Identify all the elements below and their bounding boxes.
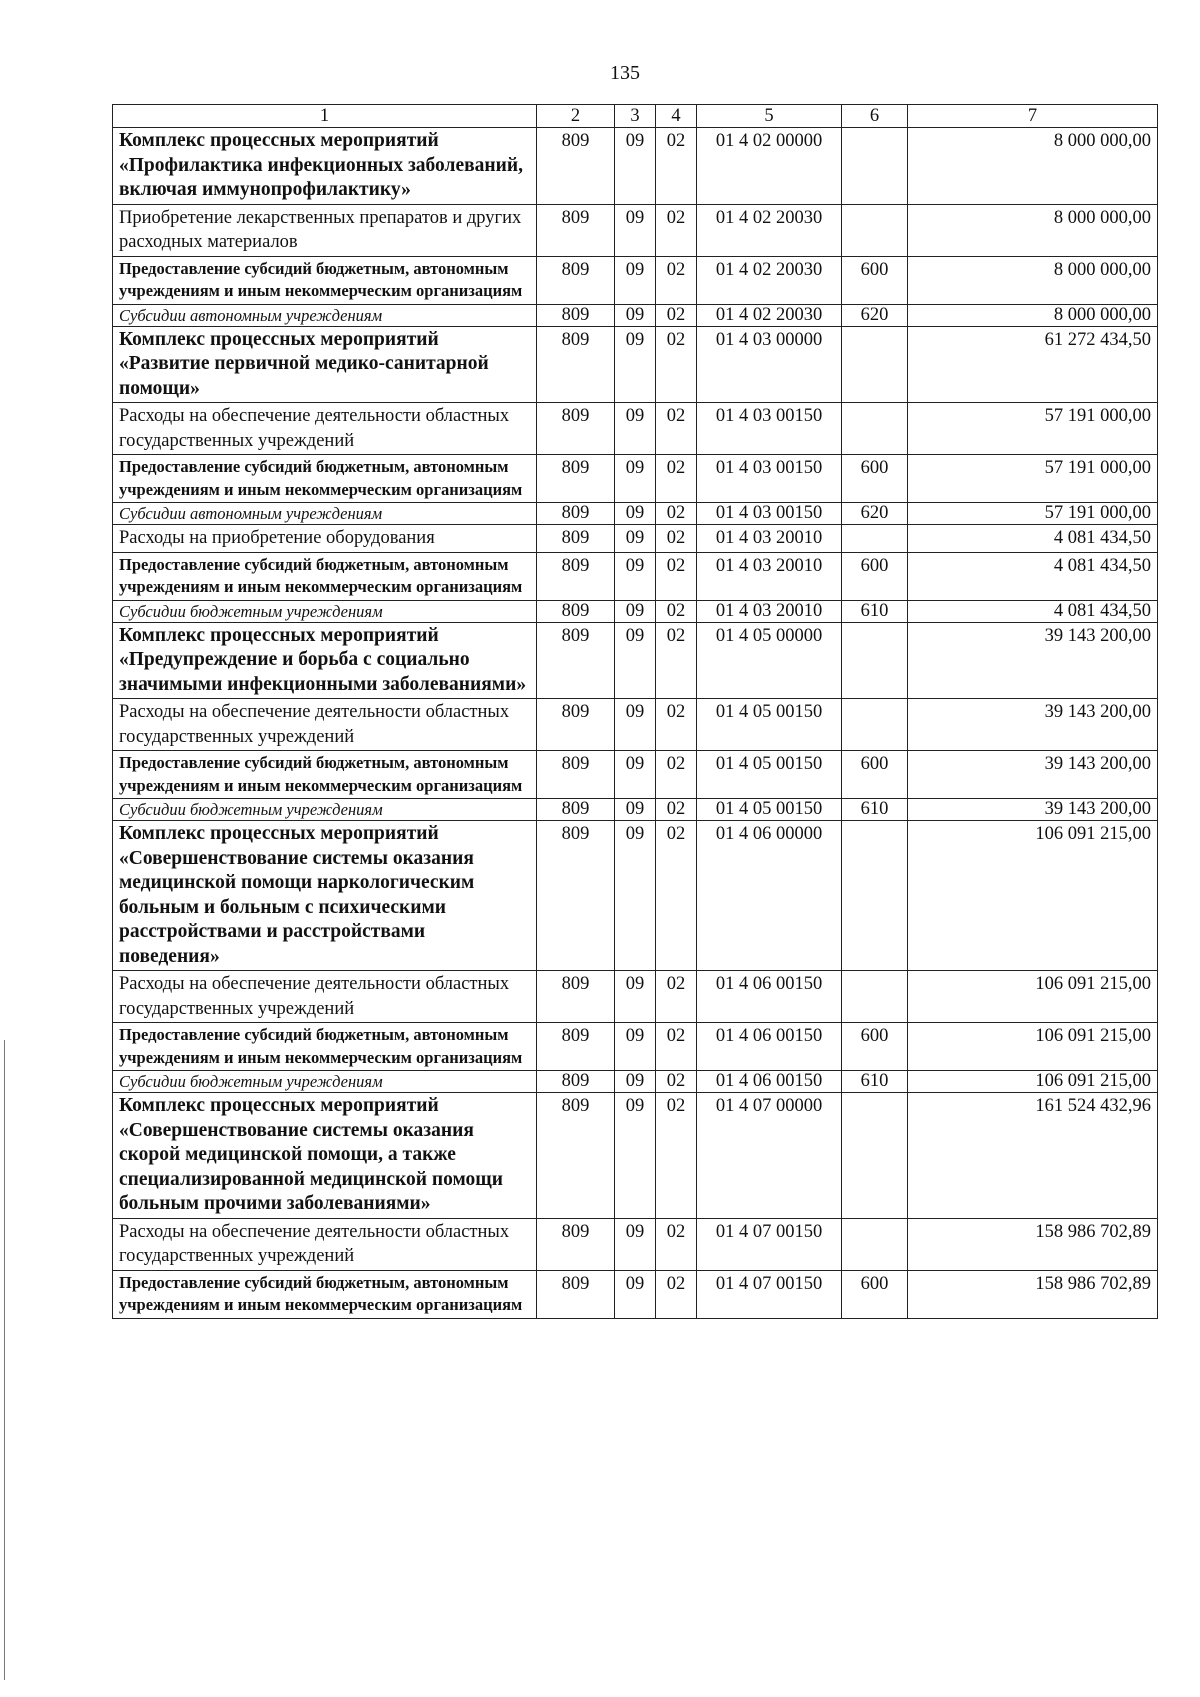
department-code-cell: 809 <box>537 326 615 403</box>
budget-table <box>112 104 1158 1319</box>
table-row <box>113 751 1158 799</box>
amount-cell: 39 143 200,00 <box>908 799 1158 821</box>
section-code-cell: 09 <box>615 799 656 821</box>
amount-cell: 158 986 702,89 <box>908 1218 1158 1270</box>
row-name-cell: Комплекс процессных мероприятий «Развитие первичной медико-санитарной помощи» <box>113 326 537 403</box>
section-code-cell: 09 <box>615 326 656 403</box>
expense-type-cell: 600 <box>842 1270 908 1318</box>
target-article-cell: 01 4 03 20010 <box>697 525 842 553</box>
section-code-cell: 09 <box>615 1093 656 1219</box>
expense-type-cell <box>842 622 908 699</box>
expense-type-cell <box>842 699 908 751</box>
table-row <box>113 256 1158 304</box>
expense-type-cell <box>842 821 908 971</box>
expense-type-cell: 600 <box>842 751 908 799</box>
target-article-cell: 01 4 05 00000 <box>697 622 842 699</box>
section-code-cell: 09 <box>615 403 656 455</box>
subsection-code-cell: 02 <box>656 1071 697 1093</box>
amount-cell: 106 091 215,00 <box>908 1023 1158 1071</box>
amount-cell: 106 091 215,00 <box>908 821 1158 971</box>
row-name-cell: Субсидии автономным учреждениям <box>113 304 537 326</box>
scan-edge-line <box>4 1040 5 1680</box>
section-code-cell: 09 <box>615 600 656 622</box>
department-code-cell: 809 <box>537 403 615 455</box>
target-article-cell: 01 4 05 00150 <box>697 799 842 821</box>
table-row <box>113 128 1158 205</box>
header-cell: 1 <box>113 105 537 128</box>
target-article-cell: 01 4 06 00150 <box>697 971 842 1023</box>
target-article-cell: 01 4 03 20010 <box>697 600 842 622</box>
subsection-code-cell: 02 <box>656 256 697 304</box>
amount-cell: 4 081 434,50 <box>908 552 1158 600</box>
table-row <box>113 403 1158 455</box>
expense-type-cell <box>842 525 908 553</box>
department-code-cell: 809 <box>537 699 615 751</box>
subsection-code-cell: 02 <box>656 799 697 821</box>
subsection-code-cell: 02 <box>656 455 697 503</box>
expense-type-cell <box>842 1218 908 1270</box>
expense-type-cell <box>842 128 908 205</box>
table-row <box>113 326 1158 403</box>
target-article-cell: 01 4 06 00150 <box>697 1071 842 1093</box>
section-code-cell: 09 <box>615 751 656 799</box>
row-name-cell: Комплекс процессных мероприятий «Предупреждение и борьба с социально значимыми инфекционными заболеваниями» <box>113 622 537 699</box>
expense-type-cell <box>842 1093 908 1219</box>
target-article-cell: 01 4 03 00150 <box>697 403 842 455</box>
section-code-cell: 09 <box>615 699 656 751</box>
target-article-cell: 01 4 03 00150 <box>697 503 842 525</box>
row-name-cell: Расходы на обеспечение деятельности областных государственных учреждений <box>113 1218 537 1270</box>
section-code-cell: 09 <box>615 1270 656 1318</box>
table-row <box>113 1023 1158 1071</box>
target-article-cell: 01 4 05 00150 <box>697 699 842 751</box>
expense-type-cell: 600 <box>842 455 908 503</box>
row-name-cell: Субсидии бюджетным учреждениям <box>113 799 537 821</box>
table-row <box>113 503 1158 525</box>
subsection-code-cell: 02 <box>656 304 697 326</box>
target-article-cell: 01 4 02 20030 <box>697 256 842 304</box>
target-article-cell: 01 4 07 00150 <box>697 1270 842 1318</box>
amount-cell: 57 191 000,00 <box>908 503 1158 525</box>
target-article-cell: 01 4 06 00150 <box>697 1023 842 1071</box>
target-article-cell: 01 4 03 00000 <box>697 326 842 403</box>
header-cell: 7 <box>908 105 1158 128</box>
table-row <box>113 799 1158 821</box>
amount-cell: 4 081 434,50 <box>908 600 1158 622</box>
department-code-cell: 809 <box>537 600 615 622</box>
section-code-cell: 09 <box>615 1218 656 1270</box>
table-row <box>113 455 1158 503</box>
table-row <box>113 971 1158 1023</box>
header-cell: 2 <box>537 105 615 128</box>
header-cell: 3 <box>615 105 656 128</box>
expense-type-cell: 620 <box>842 503 908 525</box>
amount-cell: 8 000 000,00 <box>908 256 1158 304</box>
expense-type-cell: 620 <box>842 304 908 326</box>
section-code-cell: 09 <box>615 204 656 256</box>
expense-type-cell: 600 <box>842 552 908 600</box>
expense-type-cell: 600 <box>842 1023 908 1071</box>
department-code-cell: 809 <box>537 799 615 821</box>
amount-cell: 57 191 000,00 <box>908 455 1158 503</box>
amount-cell: 8 000 000,00 <box>908 128 1158 205</box>
department-code-cell: 809 <box>537 622 615 699</box>
target-article-cell: 01 4 02 00000 <box>697 128 842 205</box>
row-name-cell: Комплекс процессных мероприятий «Профилактика инфекционных заболеваний, включая иммунопрофилактику» <box>113 128 537 205</box>
department-code-cell: 809 <box>537 1093 615 1219</box>
amount-cell: 39 143 200,00 <box>908 751 1158 799</box>
department-code-cell: 809 <box>537 304 615 326</box>
amount-cell: 57 191 000,00 <box>908 403 1158 455</box>
section-code-cell: 09 <box>615 455 656 503</box>
subsection-code-cell: 02 <box>656 821 697 971</box>
page-number: 135 <box>610 62 640 84</box>
amount-cell: 8 000 000,00 <box>908 204 1158 256</box>
amount-cell: 8 000 000,00 <box>908 304 1158 326</box>
subsection-code-cell: 02 <box>656 1023 697 1071</box>
section-code-cell: 09 <box>615 503 656 525</box>
amount-cell: 39 143 200,00 <box>908 622 1158 699</box>
target-article-cell: 01 4 02 20030 <box>697 304 842 326</box>
subsection-code-cell: 02 <box>656 751 697 799</box>
amount-cell: 106 091 215,00 <box>908 1071 1158 1093</box>
department-code-cell: 809 <box>537 821 615 971</box>
subsection-code-cell: 02 <box>656 1218 697 1270</box>
section-code-cell: 09 <box>615 304 656 326</box>
expense-type-cell: 600 <box>842 256 908 304</box>
section-code-cell: 09 <box>615 525 656 553</box>
table-row <box>113 1218 1158 1270</box>
section-code-cell: 09 <box>615 256 656 304</box>
expense-type-cell <box>842 204 908 256</box>
row-name-cell: Субсидии автономным учреждениям <box>113 503 537 525</box>
department-code-cell: 809 <box>537 1071 615 1093</box>
row-name-cell: Предоставление субсидий бюджетным, автономным учреждениям и иным некоммерческим организациям <box>113 552 537 600</box>
section-code-cell: 09 <box>615 1023 656 1071</box>
subsection-code-cell: 02 <box>656 600 697 622</box>
section-code-cell: 09 <box>615 971 656 1023</box>
row-name-cell: Предоставление субсидий бюджетным, автономным учреждениям и иным некоммерческим организациям <box>113 455 537 503</box>
subsection-code-cell: 02 <box>656 204 697 256</box>
department-code-cell: 809 <box>537 525 615 553</box>
header-row <box>113 105 1158 128</box>
department-code-cell: 809 <box>537 751 615 799</box>
subsection-code-cell: 02 <box>656 552 697 600</box>
target-article-cell: 01 4 07 00150 <box>697 1218 842 1270</box>
subsection-code-cell: 02 <box>656 1270 697 1318</box>
department-code-cell: 809 <box>537 1023 615 1071</box>
amount-cell: 61 272 434,50 <box>908 326 1158 403</box>
row-name-cell: Субсидии бюджетным учреждениям <box>113 600 537 622</box>
expense-type-cell: 610 <box>842 600 908 622</box>
amount-cell: 39 143 200,00 <box>908 699 1158 751</box>
subsection-code-cell: 02 <box>656 326 697 403</box>
section-code-cell: 09 <box>615 1071 656 1093</box>
expense-type-cell <box>842 971 908 1023</box>
subsection-code-cell: 02 <box>656 1093 697 1219</box>
subsection-code-cell: 02 <box>656 971 697 1023</box>
table-row <box>113 1270 1158 1318</box>
subsection-code-cell: 02 <box>656 403 697 455</box>
department-code-cell: 809 <box>537 256 615 304</box>
row-name-cell: Комплекс процессных мероприятий «Совершенствование системы оказания скорой медицинской помощи, а также специализированной медицинской помощи больным прочими заболеваниями» <box>113 1093 537 1219</box>
target-article-cell: 01 4 02 20030 <box>697 204 842 256</box>
target-article-cell: 01 4 03 20010 <box>697 552 842 600</box>
target-article-cell: 01 4 06 00000 <box>697 821 842 971</box>
subsection-code-cell: 02 <box>656 699 697 751</box>
target-article-cell: 01 4 03 00150 <box>697 455 842 503</box>
department-code-cell: 809 <box>537 1270 615 1318</box>
department-code-cell: 809 <box>537 204 615 256</box>
amount-cell: 106 091 215,00 <box>908 971 1158 1023</box>
row-name-cell: Комплекс процессных мероприятий «Совершенствование системы оказания медицинской помощи наркологическим больным и больным с психическими расстройствами и расстройствами поведения» <box>113 821 537 971</box>
table-row <box>113 699 1158 751</box>
expense-type-cell: 610 <box>842 1071 908 1093</box>
row-name-cell: Предоставление субсидий бюджетным, автономным учреждениям и иным некоммерческим организациям <box>113 751 537 799</box>
department-code-cell: 809 <box>537 503 615 525</box>
row-name-cell: Приобретение лекарственных препаратов и других расходных материалов <box>113 204 537 256</box>
table-row <box>113 204 1158 256</box>
table-row <box>113 821 1158 971</box>
table-row <box>113 552 1158 600</box>
table-row <box>113 600 1158 622</box>
table-row <box>113 525 1158 553</box>
amount-cell: 4 081 434,50 <box>908 525 1158 553</box>
table-row <box>113 304 1158 326</box>
subsection-code-cell: 02 <box>656 128 697 205</box>
subsection-code-cell: 02 <box>656 503 697 525</box>
section-code-cell: 09 <box>615 552 656 600</box>
header-cell: 4 <box>656 105 697 128</box>
row-name-cell: Предоставление субсидий бюджетным, автономным учреждениям и иным некоммерческим организациям <box>113 1270 537 1318</box>
row-name-cell: Расходы на приобретение оборудования <box>113 525 537 553</box>
department-code-cell: 809 <box>537 455 615 503</box>
table-row <box>113 1071 1158 1093</box>
table-row <box>113 1093 1158 1219</box>
header-cell: 5 <box>697 105 842 128</box>
row-name-cell: Расходы на обеспечение деятельности областных государственных учреждений <box>113 403 537 455</box>
row-name-cell: Расходы на обеспечение деятельности областных государственных учреждений <box>113 699 537 751</box>
section-code-cell: 09 <box>615 128 656 205</box>
amount-cell: 158 986 702,89 <box>908 1270 1158 1318</box>
row-name-cell: Предоставление субсидий бюджетным, автономным учреждениям и иным некоммерческим организациям <box>113 256 537 304</box>
department-code-cell: 809 <box>537 1218 615 1270</box>
subsection-code-cell: 02 <box>656 525 697 553</box>
section-code-cell: 09 <box>615 821 656 971</box>
section-code-cell: 09 <box>615 622 656 699</box>
target-article-cell: 01 4 07 00000 <box>697 1093 842 1219</box>
amount-cell: 161 524 432,96 <box>908 1093 1158 1219</box>
department-code-cell: 809 <box>537 971 615 1023</box>
department-code-cell: 809 <box>537 128 615 205</box>
department-code-cell: 809 <box>537 552 615 600</box>
row-name-cell: Субсидии бюджетным учреждениям <box>113 1071 537 1093</box>
header-cell: 6 <box>842 105 908 128</box>
expense-type-cell <box>842 403 908 455</box>
target-article-cell: 01 4 05 00150 <box>697 751 842 799</box>
row-name-cell: Предоставление субсидий бюджетным, автономным учреждениям и иным некоммерческим организациям <box>113 1023 537 1071</box>
subsection-code-cell: 02 <box>656 622 697 699</box>
expense-type-cell: 610 <box>842 799 908 821</box>
row-name-cell: Расходы на обеспечение деятельности областных государственных учреждений <box>113 971 537 1023</box>
expense-type-cell <box>842 326 908 403</box>
table-row <box>113 622 1158 699</box>
